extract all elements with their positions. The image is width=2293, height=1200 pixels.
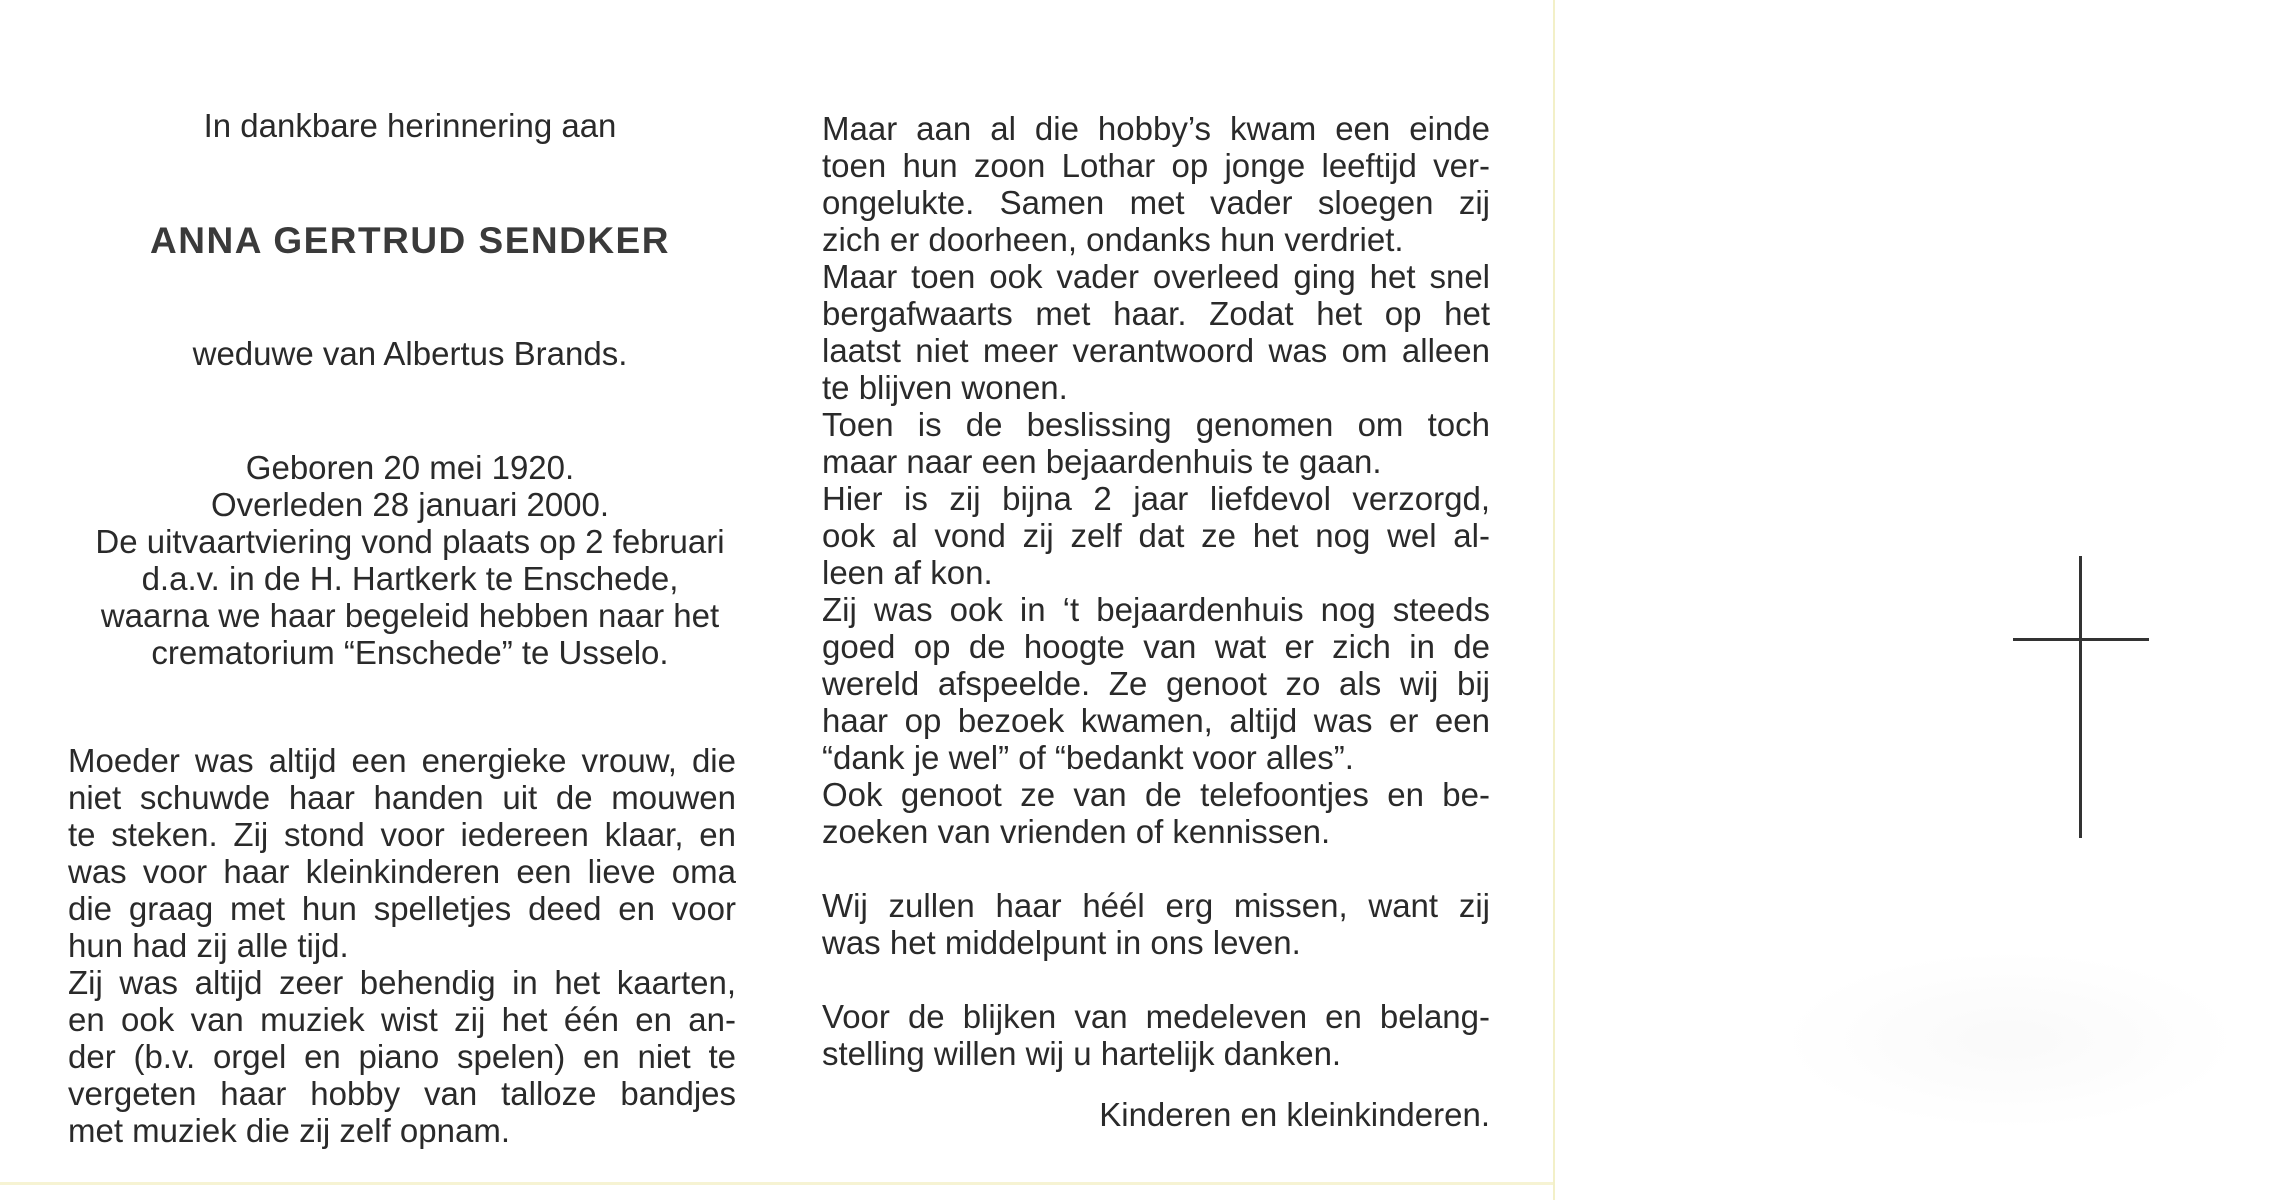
signature: Kinderen en kleinkinderen. — [1099, 1096, 1490, 1133]
text-line: vergeten haar hobby van talloze bandjes — [68, 1075, 736, 1112]
text-line: zoeken van vrienden of kennissen. — [822, 813, 1331, 850]
funeral-line: De uitvaartviering vond plaats op 2 februari — [95, 523, 725, 560]
text-line: en ook van muziek wist zij het één en an- — [68, 1001, 736, 1038]
blank-line — [822, 961, 1490, 998]
left-body-text — [68, 742, 736, 1149]
text-line: hun had zij alle tijd. — [68, 927, 349, 964]
text-line: Voor de blijken van medeleven en belang- — [822, 998, 1490, 1035]
deceased-name: ANNA GERTRUD SENDKER — [150, 220, 670, 261]
text-line: te steken. Zij stond voor iedereen klaar, en — [68, 816, 736, 853]
text-line: goed op de hoogte van wat er zich in de — [822, 628, 1490, 665]
paper-edge — [0, 1182, 1555, 1185]
text-line: ongelukte. Samen met vader sloegen zij — [822, 184, 1490, 221]
text-line: wereld afspeelde. Ze genoot zo als wij bij — [822, 665, 1490, 702]
text-line: met muziek die zij zelf opnam. — [68, 1112, 511, 1149]
paper-texture — [1780, 950, 2240, 1130]
text-line: leen af kon. — [822, 554, 993, 591]
text-line: Moeder was altijd een energieke vrouw, die — [68, 742, 736, 779]
text-line: Toen is de beslissing genomen om toch — [822, 406, 1490, 443]
text-line: laatst niet meer verantwoord was om alleen — [822, 332, 1490, 369]
text-line: Ook genoot ze van de telefoontjes en be- — [822, 776, 1490, 813]
birth-line: Geboren 20 mei 1920. — [245, 449, 575, 486]
text-line: toen hun zoon Lothar op jonge leeftijd ver- — [822, 147, 1490, 184]
text-line: Maar aan al die hobby’s kwam een einde — [822, 110, 1490, 147]
card-fold-line — [1553, 0, 1555, 1200]
text-line: der (b.v. orgel en piano spelen) en niet te — [68, 1038, 736, 1075]
text-line: was het middelpunt in ons leven. — [822, 924, 1301, 961]
dates-block — [60, 449, 760, 671]
text-line: te blijven wonen. — [822, 369, 1068, 406]
intro-text: In dankbare herinnering aan — [203, 107, 617, 144]
death-line: Overleden 28 januari 2000. — [210, 486, 610, 523]
text-line: bergafwaarts met haar. Zodat het op het — [822, 295, 1490, 332]
text-line: zich er doorheen, ondanks hun verdriet. — [822, 221, 1404, 258]
text-line: Maar toen ook vader overleed ging het snel — [822, 258, 1490, 295]
funeral-line: d.a.v. in de H. Hartkerk te Enschede, — [141, 560, 679, 597]
text-line: Hier is zij bijna 2 jaar liefdevol verzorgd, — [822, 480, 1490, 517]
cross-icon — [2013, 556, 2149, 838]
text-line: die graag met hun spelletjes deed en voor — [68, 890, 736, 927]
text-line: ook al vond zij zelf dat ze het nog wel al- — [822, 517, 1490, 554]
text-line: stelling willen wij u hartelijk danken. — [822, 1035, 1342, 1072]
text-line: haar op bezoek kwamen, altijd was er een — [822, 702, 1490, 739]
text-line: niet schuwde haar handen uit de mouwen — [68, 779, 736, 816]
funeral-line: waarna we haar begeleid hebben naar het — [100, 597, 720, 634]
text-line: maar naar een bejaardenhuis te gaan. — [822, 443, 1382, 480]
text-line: “dank je wel” of “bedankt voor alles”. — [822, 739, 1354, 776]
blank-line — [822, 850, 1490, 887]
text-line: was voor haar kleinkinderen een lieve oma — [68, 853, 736, 890]
right-body-text — [822, 110, 1490, 1072]
widow-text: weduwe van Albertus Brands. — [192, 335, 628, 372]
text-line: Zij was ook in ‘t bejaardenhuis nog steeds — [822, 591, 1490, 628]
text-line: Wij zullen haar héél erg missen, want zij — [822, 887, 1490, 924]
funeral-line: crematorium “Enschede” te Usselo. — [151, 634, 669, 671]
text-line: Zij was altijd zeer behendig in het kaarten, — [68, 964, 736, 1001]
